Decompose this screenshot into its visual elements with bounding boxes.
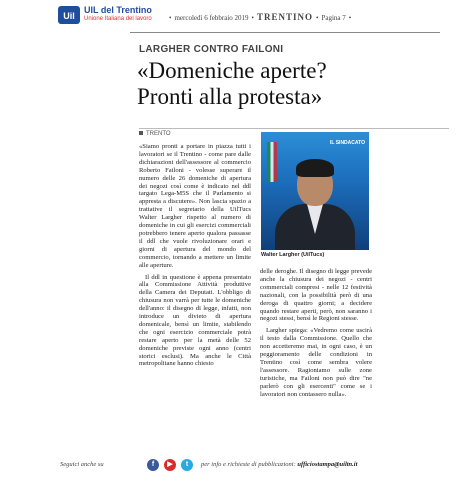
headline-line-1: «Domeniche aperte? <box>137 58 327 83</box>
article-photo <box>261 132 369 250</box>
brand-subtitle: Unione Italiana del lavoro <box>84 16 152 22</box>
section-label: TRENTO <box>146 131 171 137</box>
paragraph: Il ddl in questione è appena presentato alla Commissione Attività produttive della Camera dei Deputati. L'obbligo di chiusura non varrà per tutte le domeniche dell'anno: il disegno di legge, infatti, non introduce un divieto di apertura domenicale, bensì un limite, stabilendo che ogni esercizio commerciale potrà restare aperto per la metà delle 52 domeniche previste ogni anno (centri storici esclusi). Ma anche le Città metropolitane hanno chiesto <box>139 273 251 368</box>
newspaper-name: TRENTINO <box>256 12 313 22</box>
dateline: • mercoledì 6 febbraio 2019 • TRENTINO • Pagina 7 • <box>169 12 352 22</box>
article-headline <box>137 58 447 110</box>
section-divider <box>139 128 449 129</box>
person-hair <box>296 159 334 177</box>
paragraph: Largher spiega: «Vedremo come uscirà il testo dalla Commissione. Quello che non accetteremo mai, in ogni caso, è un peggioramento delle condizioni in Trentino così come sembra volere l'assessore. Ragioniamo sulle zone turistiche, ma Failoni non può dire "ne parlerò con gli esercenti" come se i lavoratori non contassero nulla». <box>260 327 372 398</box>
contact-info <box>201 461 357 468</box>
photo-banner-text: IL SINDACATO <box>329 140 365 146</box>
brand-title: UIL del Trentino <box>84 5 152 15</box>
square-bullet-icon <box>139 131 143 135</box>
contact-label: per info e richieste di pubblicazioni: <box>201 461 296 468</box>
facebook-icon[interactable]: f <box>147 459 159 471</box>
flag-graphic <box>267 142 277 182</box>
uil-logo-icon <box>58 6 80 24</box>
headline-line-2: Pronti alla protesta» <box>137 84 323 109</box>
twitter-icon[interactable]: t <box>181 459 193 471</box>
svg-text:Uil: Uil <box>63 11 75 21</box>
paragraph: «Siamo pronti a portare in piazza tutti i lavoratori se il Trentino - come pare dalle dichiarazioni dell'assessore al commercio Roberto Failoni - volesse superare il numero delle 26 domeniche di apertura dei negozi così come è indicato nel ddl targato Lega-M5S che il Parlamento si appresta a discutere». Non lascia spazio a trattative il segretario della UilTucs Walter Largher rispetto al numero di domeniche in cui gli esercizi commerciali potrebbero tenere aperto qualora passasse il ddl che vuole rivoluzionare orari e giorni di apertura del mondo del commercio, tornando a mettere un limite alle aperture. <box>139 143 251 269</box>
paragraph: delle deroghe. Il disegno di legge prevede anche la chiusura dei negozi - centri commerciali compresi - nelle 12 festività nazionali, con la possibilità però di una deroga di quattro giorni; a decidere quando restare aperti, però, non saranno i negozi stessi, bensì le Regioni stesse. <box>260 268 372 323</box>
youtube-icon[interactable]: ▶ <box>164 459 176 471</box>
article-kicker: LARGHER CONTRO FAILONI <box>139 44 284 55</box>
page-header <box>0 0 469 30</box>
page-number: Pagina 7 <box>321 14 346 22</box>
header-divider <box>130 32 440 33</box>
section-tag <box>139 131 171 137</box>
follow-label: Seguici anche su <box>60 461 104 468</box>
article-column-1 <box>139 143 251 368</box>
photo-caption: Walter Largher (UilTucs) <box>261 252 325 258</box>
issue-date: mercoledì 6 febbraio 2019 <box>174 14 249 22</box>
article-column-2 <box>260 268 372 399</box>
page-footer <box>0 455 469 475</box>
contact-email-link[interactable]: ufficiostampa@uiltn.it <box>297 461 358 468</box>
